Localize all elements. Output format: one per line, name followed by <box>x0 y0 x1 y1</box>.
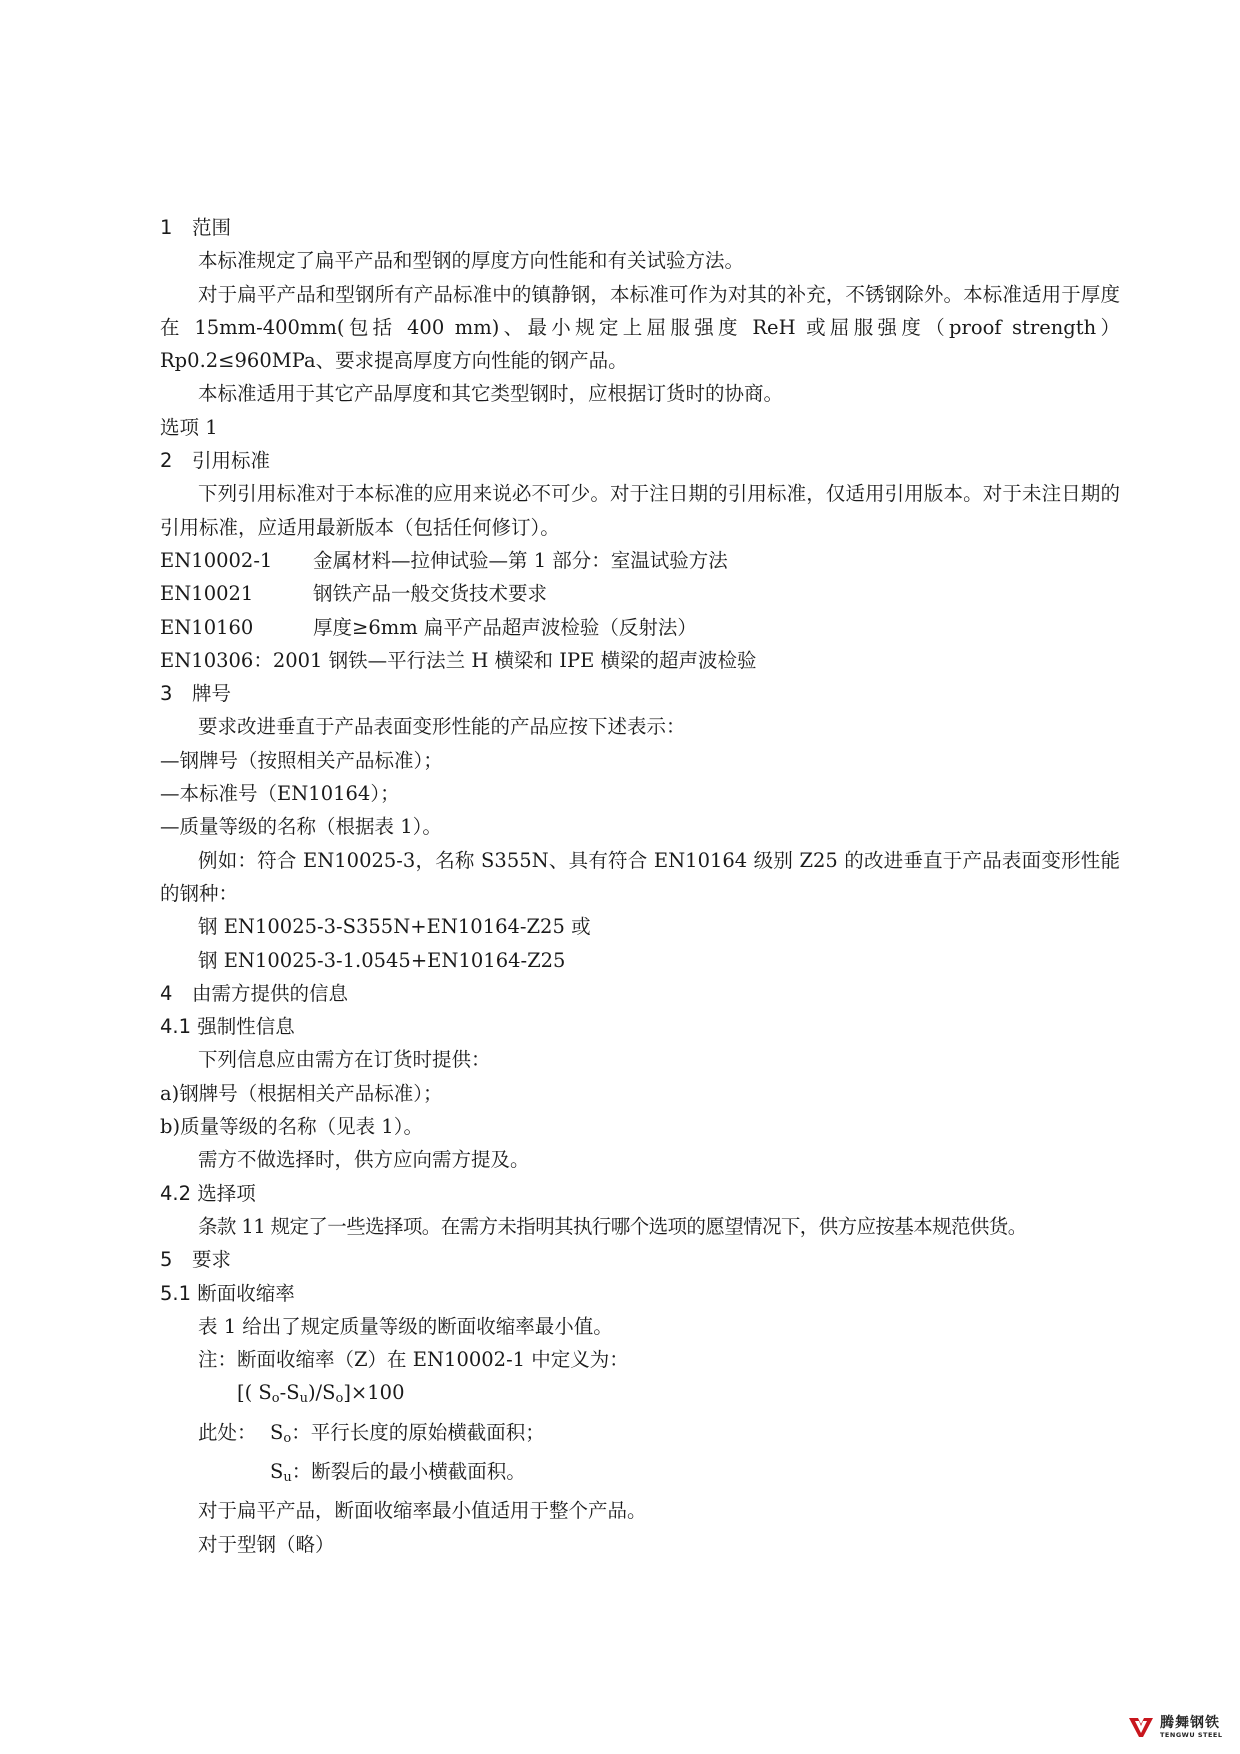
list-item: b)质量等级的名称（见表 1）。 <box>160 1115 423 1139</box>
reference-row <box>160 577 1120 610</box>
paragraph: 本标准适用于其它产品厚度和其它类型钢时，应根据订货时的协商。 <box>198 382 784 406</box>
reference-description: 金属材料—拉伸试验—第 1 部分：室温试验方法 <box>313 548 728 572</box>
section-number: 1 <box>160 216 173 239</box>
subsection-4-2-heading: 4.2 选择项 <box>160 1181 256 1205</box>
section-1-heading <box>160 211 1120 244</box>
reference-description: 厚度≥6mm 扁平产品超声波检验（反射法） <box>313 615 697 639</box>
paragraph: 本标准规定了扁平产品和型钢的厚度方向性能和有关试验方法。 <box>198 249 745 273</box>
section-2-heading <box>160 444 1120 477</box>
formula: [( $S_o-S_u)/S_o]\times 100$ <box>237 1381 405 1407</box>
section-3-heading <box>160 677 1120 710</box>
section-title: 由需方提供的信息 <box>192 981 349 1005</box>
paragraph: 下列引用标准对于本标准的应用来说必不可少。对于注日期的引用标准，仅适用引用版本。对于未注日期的引用标准，应适用最新版本（包括任何修订）。 <box>160 482 1120 539</box>
logo-english-text: TENGWU STEEL <box>1160 1730 1223 1739</box>
section-5-heading <box>160 1243 1120 1276</box>
paragraph: 对于扁平产品，断面收缩率最小值适用于整个产品。 <box>198 1499 647 1523</box>
reference-description: 钢铁产品一般交货技术要求 <box>313 582 548 606</box>
logo-emblem-icon <box>1126 1712 1156 1742</box>
example-paragraph: 例如：符合 EN10025-3，名称 S355N、具有符合 EN10164 级别 Z25 的改进垂直于产品表面变形性能的钢种： <box>160 848 1120 905</box>
subsection-4-1-heading: 4.1 强制性信息 <box>160 1015 295 1039</box>
paragraph: 对于扁平产品和型钢所有产品标准中的镇静钢，本标准可作为对其的补充，不锈钢除外。本标准适用于厚度在 15mm-400mm(包括 400 mm)、最小规定上屈服强度 ReH 或屈服强度（proof strength）Rp0.2≤960MPa、要求提高厚度方向性能的钢产品。 <box>160 282 1120 373</box>
section-title: 范围 <box>192 216 232 239</box>
subsection-5-1-heading: 5.1 断面收缩率 <box>160 1281 295 1305</box>
list-item: a)钢牌号（根据相关产品标准）； <box>160 1081 443 1105</box>
section-title: 牌号 <box>192 682 232 706</box>
paragraph: 对于型钢（略） <box>198 1532 335 1556</box>
company-logo <box>1126 1710 1230 1744</box>
logo-chinese-text: 腾舞钢铁 <box>1160 1714 1220 1731</box>
reference-row <box>160 611 1120 644</box>
reference-row <box>160 544 1120 577</box>
paragraph: 下列信息应由需方在订货时提供： <box>198 1048 491 1072</box>
reference-row: EN10306：2001 钢铁—平行法兰 H 横梁和 IPE 横梁的超声波检验 <box>160 648 757 672</box>
section-title: 引用标准 <box>192 449 271 473</box>
section-number: 3 <box>160 682 173 706</box>
section-number: 2 <box>160 449 173 473</box>
paragraph: 需方不做选择时，供方应向需方提及。 <box>198 1148 530 1172</box>
section-title: 要求 <box>192 1248 232 1272</box>
definition-so: 此处： $S_o$：平行长度的原始横截面积； <box>160 1416 1120 1455</box>
section-4-heading <box>160 977 1120 1010</box>
reference-code: EN10002-1 <box>160 548 273 572</box>
section-number: 5 <box>160 1248 173 1272</box>
paragraph: 表 1 给出了规定质量等级的断面收缩率最小值。 <box>198 1314 613 1338</box>
list-item: —钢牌号（按照相关产品标准）； <box>160 748 443 772</box>
reference-code: EN10160 <box>160 615 254 639</box>
definition-su: $S_u$：断裂后的最小横截面积。 <box>270 1459 526 1485</box>
example-line: 钢 EN10025-3-S355N+EN10164-Z25 或 <box>198 915 591 939</box>
paragraph: 要求改进垂直于产品表面变形性能的产品应按下述表示： <box>198 715 686 739</box>
option-label: 选项 1 <box>160 415 218 439</box>
section-number: 4 <box>160 981 173 1005</box>
list-item: —本标准号（EN10164）； <box>160 782 400 806</box>
reference-code: EN10021 <box>160 582 254 606</box>
paragraph: 条款 11 规定了一些选择项。在需方未指明其执行哪个选项的愿望情况下，供方应按基本规范供货。 <box>198 1214 1027 1238</box>
example-line: 钢 EN10025-3-1.0545+EN10164-Z25 <box>198 948 566 972</box>
list-item: —质量等级的名称（根据表 1）。 <box>160 815 442 839</box>
document-page <box>160 211 1120 1561</box>
where-label: 此处： <box>198 1420 257 1444</box>
note: 注：断面收缩率（Z）在 EN10002-1 中定义为： <box>198 1348 629 1372</box>
